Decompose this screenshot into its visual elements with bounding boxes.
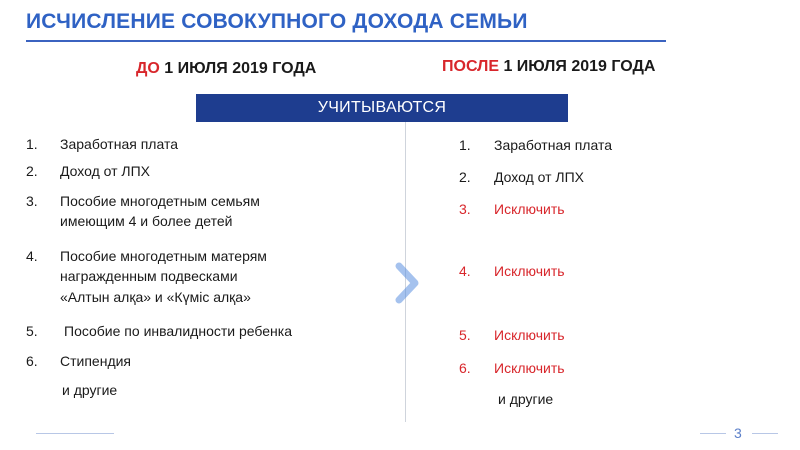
item-number: 3.	[26, 193, 38, 209]
right-heading-accent: ПОСЛЕ	[442, 58, 499, 75]
footer-line-left	[36, 433, 114, 434]
item-number: 5.	[459, 327, 471, 343]
item-number: 4.	[26, 248, 38, 264]
item-text: награжденным подвесками	[60, 268, 238, 284]
item-number: 3.	[459, 201, 471, 217]
left-heading-accent: ДО	[136, 60, 160, 77]
item-text: Доход от ЛПХ	[494, 169, 585, 185]
item-text: Исключить	[494, 360, 565, 376]
item-number: 4.	[459, 263, 471, 279]
slide-title: ИСЧИСЛЕНИЕ СОВОКУПНОГО ДОХОДА СЕМЬИ	[26, 10, 528, 33]
item-text: Пособие по инвалидности ребенка	[64, 323, 292, 339]
item-text: Исключить	[494, 327, 565, 343]
item-number: 6.	[459, 360, 471, 376]
footer-line-mid	[700, 433, 726, 434]
others-text: и другие	[62, 382, 118, 398]
item-text: Исключить	[494, 263, 565, 279]
item-number: 5.	[26, 323, 38, 339]
right-heading-rest: 1 ИЮЛЯ 2019 ГОДА	[499, 58, 656, 75]
item-text: Заработная плата	[494, 137, 612, 153]
item-number: 1.	[26, 136, 38, 152]
left-column-heading	[136, 60, 316, 78]
item-number: 1.	[459, 137, 471, 153]
item-text: «Алтын алқа» и «Күміс алқа»	[60, 289, 251, 305]
page-number: 3	[734, 425, 742, 441]
item-text: Исключить	[494, 201, 565, 217]
item-text: Заработная плата	[60, 136, 178, 152]
left-heading-rest: 1 ИЮЛЯ 2019 ГОДА	[159, 60, 317, 77]
others-text: и другие	[498, 391, 554, 407]
item-text: Пособие многодетным матерям	[60, 248, 267, 264]
item-number: 6.	[26, 353, 38, 369]
item-number: 2.	[26, 163, 38, 179]
item-text: имеющим 4 и более детей	[60, 213, 233, 229]
title-underline	[26, 40, 666, 42]
item-text: Пособие многодетным семьям	[60, 193, 260, 209]
right-column-heading	[442, 58, 655, 76]
footer-line-right	[752, 433, 778, 434]
item-number: 2.	[459, 169, 471, 185]
chevron-right-icon	[387, 258, 427, 308]
included-banner: УЧИТЫВАЮТСЯ	[196, 94, 568, 122]
item-text: Стипендия	[60, 353, 132, 369]
item-text: Доход от ЛПХ	[60, 163, 151, 179]
